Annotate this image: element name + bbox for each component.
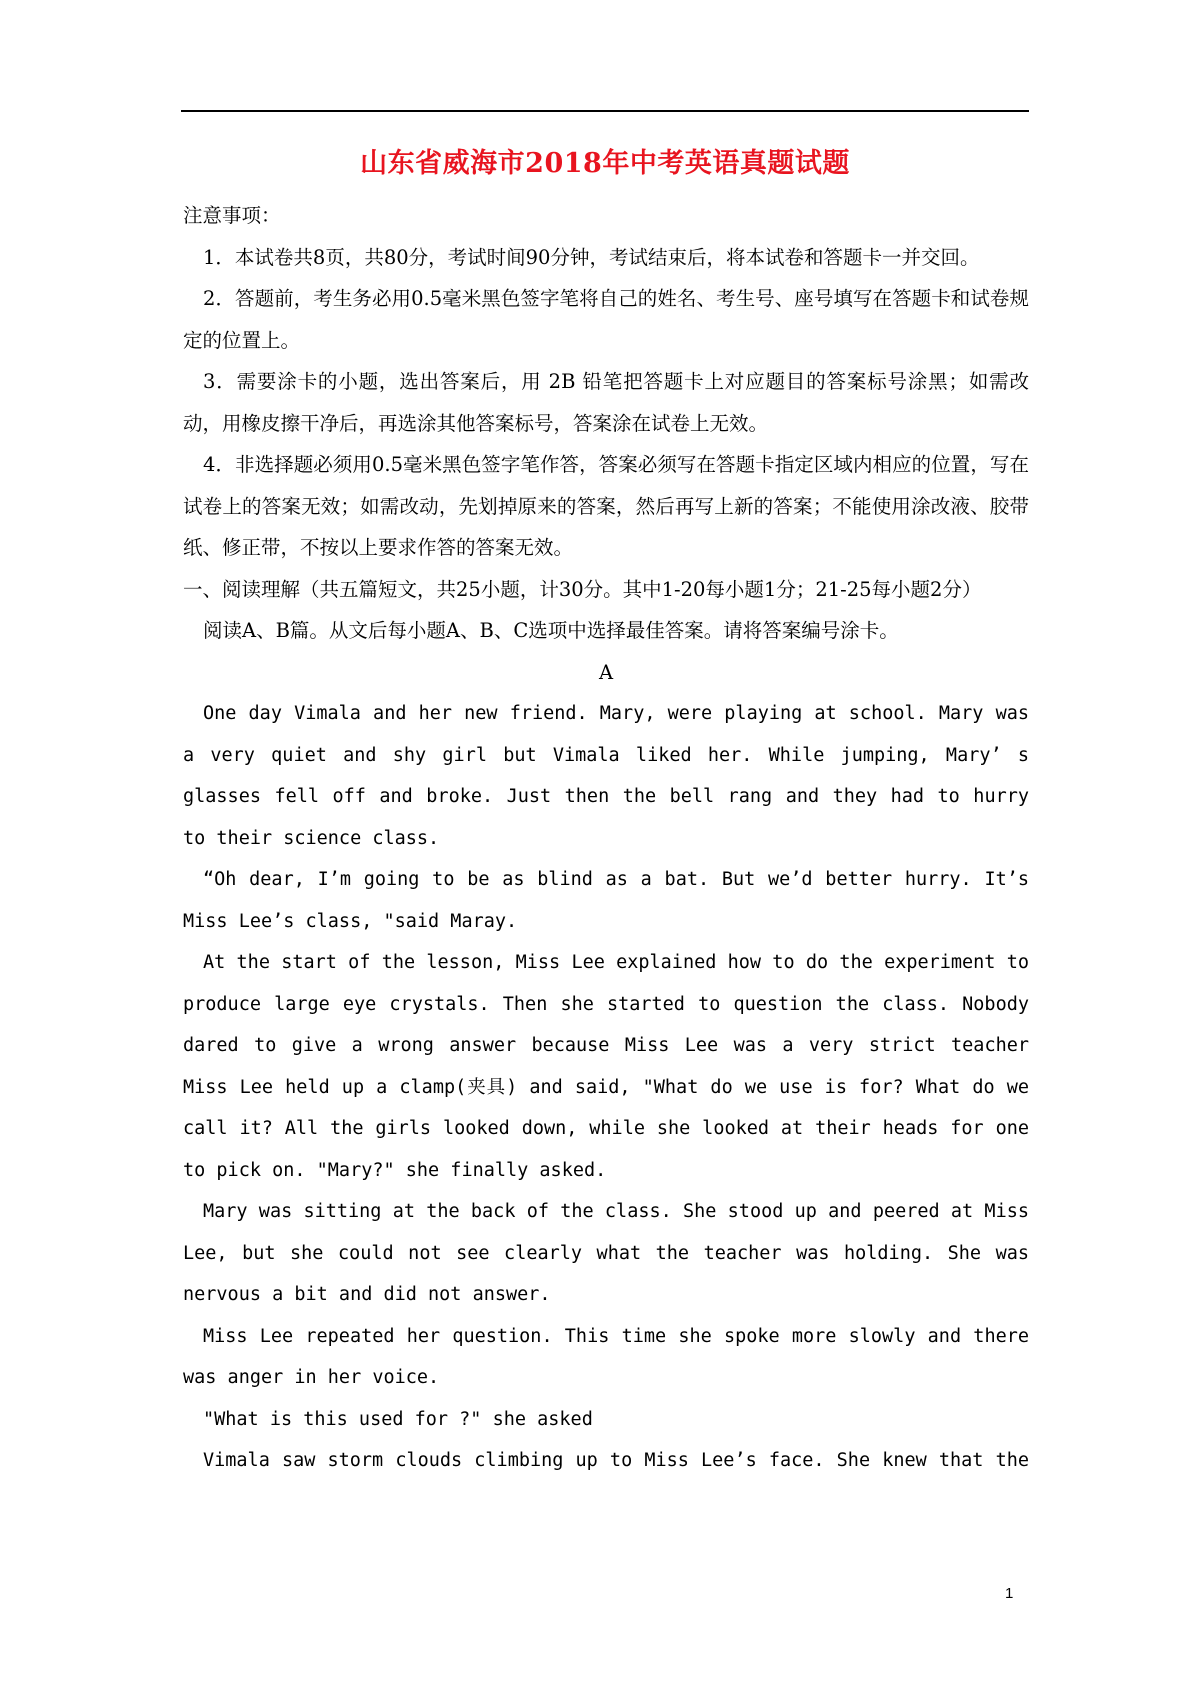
page-number: 1: [1005, 1585, 1014, 1602]
header-rule: [181, 110, 1029, 112]
passage-paragraph-7: Vimala saw storm clouds climbing up to Miss Lee’s face. She knew that the: [203, 1450, 1029, 1471]
notice-item-4: 4．非选择题必须用0.5毫米黑色签字笔作答，答案必须写在答题卡指定区域内相应的位置，写在试卷上的答案无效；如需改动，先划掉原来的答案，然后再写上新的答案；不能使用涂改液、胶带纸、修正带，不按以上要求作答的答案无效。: [183, 453, 1029, 559]
passage-paragraph-4: Mary was sitting at the back of the class. She stood up and peered at Miss Lee, but she could not see clearly what the teacher was holding. She was nervous a bit and did not answer.: [183, 1201, 1029, 1305]
notice-item-2: 2．答题前，考生务必用0.5毫米黑色签字笔将自己的姓名、考生号、座号填写在答题卡和试卷规定的位置上。: [183, 287, 1029, 352]
passage-paragraph-5: Miss Lee repeated her question. This time she spoke more slowly and there was anger in her voice.: [183, 1325, 1029, 1388]
document-body: [183, 195, 1029, 1482]
passage-paragraph-2: “Oh dear, I’m going to be as blind as a bat. But we’d better hurry. It’s Miss Lee’s class, "said Maray.: [183, 869, 1029, 932]
passage-paragraph-1: One day Vimala and her new friend. Mary, were playing at school. Mary was a very quiet and shy girl but Vimala liked her. While jumping, Mary’ s glasses fell off and broke. Just then the bell rang and they had to hurry to their science class.: [183, 703, 1029, 849]
notice-heading: 注意事项：: [183, 204, 281, 227]
section-heading: 一、阅读理解（共五篇短文，共25小题，计30分。其中1-20每小题1分；21-25每小题2分）: [183, 577, 982, 601]
passage-label: A: [598, 660, 614, 684]
page-title: 山东省威海市2018年中考英语真题试题: [360, 148, 850, 179]
notice-item-3: 3．需要涂卡的小题，选出答案后，用 2B 铅笔把答题卡上对应题目的答案标号涂黑；如需改动，用橡皮擦干净后，再选涂其他答案标号，答案涂在试卷上无效。: [183, 370, 1029, 435]
notice-item-1: 1．本试卷共8页，共80分，考试时间90分钟，考试结束后，将本试卷和答题卡一并交回。: [203, 245, 980, 269]
passage-paragraph-3: At the start of the lesson, Miss Lee explained how to do the experiment to produce large eye crystals. Then she started to question the class. Nobody dared to give a wrong answer because Miss Lee was a very strict teacher Miss Lee held up a clamp(夹具) and said, "What do we use is for? What do we call it? All the girls looked down, while she looked at their heads for one to pick on. "Mary?" she finally asked.: [183, 952, 1029, 1181]
reading-instruction: 阅读A、B篇。从文后每小题A、B、C选项中选择最佳答案。请将答案编号涂卡。: [203, 619, 899, 642]
passage-paragraph-6: "What is this used for ?" she asked: [203, 1408, 593, 1430]
